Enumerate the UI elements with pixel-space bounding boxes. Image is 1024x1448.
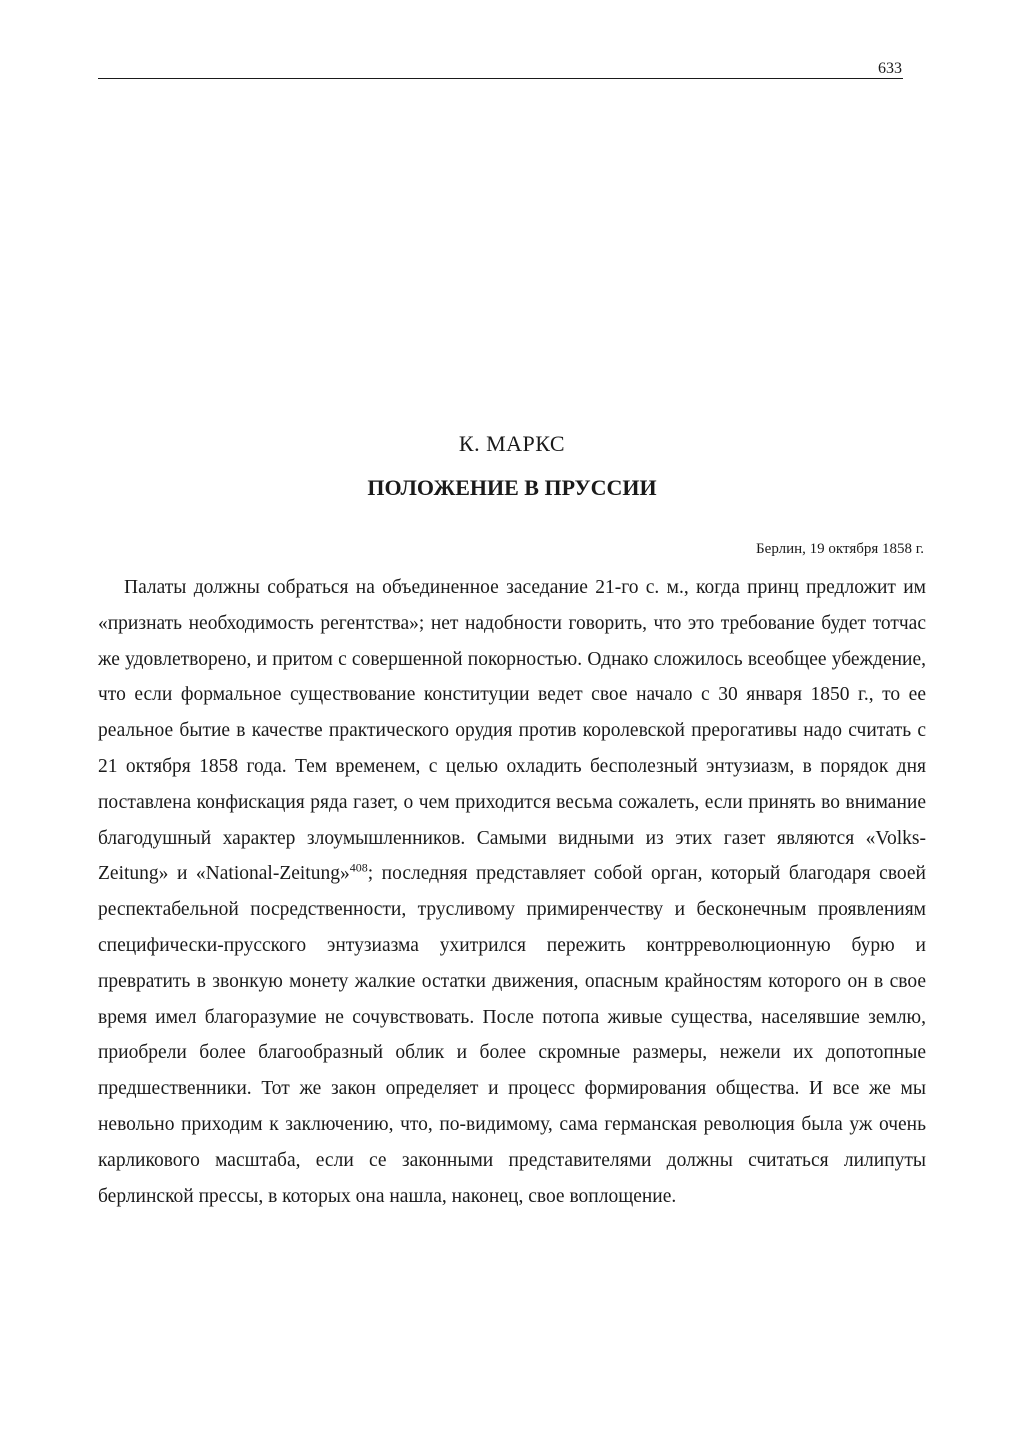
body-text-part-1: Палаты должны собраться на объединенное заседание 21-го с. м., когда принц предложит им «признать необходимость регентства»; нет надобности говорить, что это требование будет тотчас же удовлетворено, и притом с совершенной покорностью. Однако сложилось всеобщее убеждение, что если формальное существование конституции ведет свое начало с 30 января 1850 г., то ее реальное бытие в качестве практического орудия против королевской прерогативы надо считать с 21 октября 1858 года. Тем временем, с целью охладить бесполезный энтузиазм, в порядок дня поставлена конфискация ряда газет, о чем приходится весьма сожалеть, если принять во внимание благодушный характер злоумышленников. Самыми видными из этих газет являются «Volks-Zeitung» и «National-Zeitung» xyxy=(98,577,926,885)
page-number: 633 xyxy=(878,60,902,77)
header-rule xyxy=(98,78,903,79)
footnote-reference[interactable]: 408 xyxy=(349,860,368,875)
body-paragraph xyxy=(98,570,926,1214)
dateline: Берлин, 19 октября 1858 г. xyxy=(756,541,924,557)
body-text-part-2: ; последняя представляет собой орган, который благодаря своей респектабельной посредственности, трусливому примиренчеству и бесконечным проявлениям специфически-прусского энтузиазма ухитрился пережить контрреволюционную бурю и превратить в звонкую монету жалкие остатки движения, опасным крайностям которого он в свое время имел благоразумие не сочувствовать. После потопа живые существа, населявшие землю, приобрели более благообразный облик и более скромные размеры, нежели их допотопные предшественники. Тот же закон определяет и процесс формирования общества. И все же мы невольно приходим к заключению, что, по-видимому, сама германская революция была уж очень карликового масштаба, если се законными представителями должны считаться лилипуты берлинской прессы, в которых она нашла, наконец, свое воплощение. xyxy=(98,863,926,1207)
author-name: К. МАРКС xyxy=(458,431,566,456)
article-title: ПОЛОЖЕНИЕ В ПРУССИИ xyxy=(367,475,657,500)
